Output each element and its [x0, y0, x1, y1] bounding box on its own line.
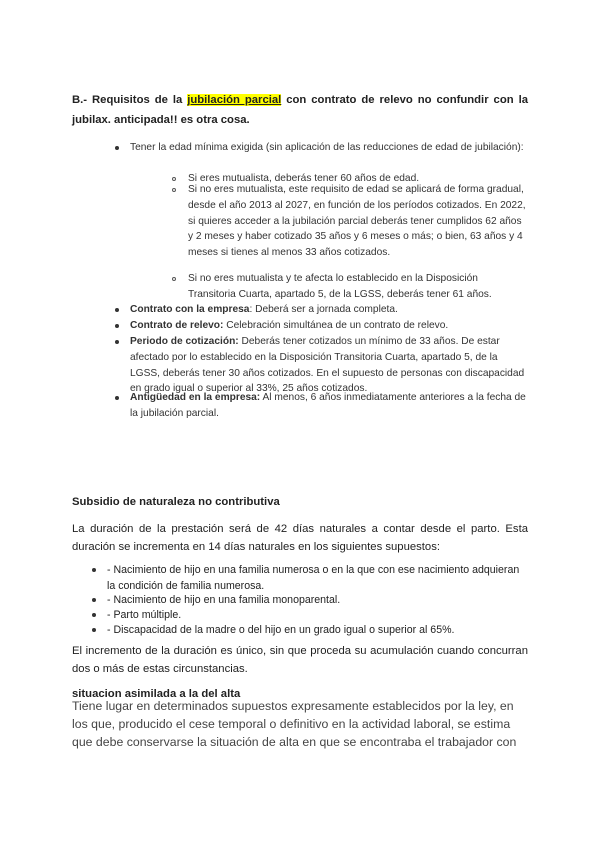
- subsidio-title: Subsidio de naturaleza no contributiva: [72, 496, 280, 508]
- subsidio-item-text: - Nacimiento de hijo en una familia numerosa o en la que con ese nacimiento adquieran la condición de familia numerosa.: [107, 564, 520, 592]
- subsidio-note: El incremento de la duración es único, sin que proceda su acumulación cuando concurran dos o más de estas circunstancias.: [72, 645, 528, 675]
- cotizacion-text: Deberás tener cotizados un mínimo de 33 años. De estar afectado por lo establecido en la Disposición Transitoria Cuarta, apartado 5, de la LGSS, deberás tener 30 años cotizados. En el supuesto de personas con discapacidad en grado igual o superior al 33%, 25 años cotizados.: [130, 336, 525, 395]
- highlighted-term: jubilación parcial: [187, 94, 282, 106]
- heading-prefix: B.- Requisitos de la: [72, 94, 188, 106]
- bullet-disc: [115, 324, 119, 328]
- subsidio-list-item: [107, 592, 527, 608]
- edad-sub-item: [188, 182, 528, 261]
- asimilada-text: Tiene lugar en determinados supuestos expresamente establecidos por la ley, en los que, producido el cese temporal o definitivo en la actividad laboral, se estima que debe conservarse la situación de alta en que se encontraba el trabajador con: [72, 699, 517, 749]
- requirement-antiguedad: [130, 390, 530, 422]
- contrato-empresa-text: : Deberá ser a jornada completa.: [249, 304, 398, 315]
- subsidio-list-item: [107, 622, 527, 638]
- edad-sub-text-1: Si eres mutualista, deberás tener 60 años de edad.: [188, 173, 420, 184]
- heading-suffix: con contrato de relevo no confundir con la jubilax. anticipada!! es otra cosa.: [72, 94, 528, 126]
- bullet-disc: [92, 568, 96, 572]
- bullet-disc: [92, 598, 96, 602]
- subsidio-item-text: - Nacimiento de hijo en una familia monoparental.: [107, 594, 341, 606]
- bullet-disc: [92, 628, 96, 632]
- edad-sub-item: [188, 271, 528, 303]
- contrato-empresa-label: Contrato con la empresa: [130, 304, 250, 315]
- bullet-disc: [92, 613, 96, 617]
- subsidio-list-item: [107, 607, 527, 623]
- antiguedad-label: Antigüedad en la empresa:: [130, 392, 261, 403]
- edad-sub-text-3: Si no eres mutualista y te afecta lo establecido en la Disposición Transitoria Cuarta, apartado 5, de la LGSS, deberás tener 61 años.: [188, 273, 492, 300]
- bullet-disc: [115, 146, 119, 150]
- bullet-circle: [172, 277, 176, 281]
- bullet-circle: [172, 188, 176, 192]
- section-b-heading: [72, 90, 528, 130]
- asimilada-title: situacion asimilada a la del alta: [72, 688, 241, 700]
- requirement-edad-text: Tener la edad mínima exigida (sin aplicación de las reducciones de edad de jubilación):: [130, 142, 524, 153]
- contrato-relevo-label: Contrato de relevo:: [130, 320, 224, 331]
- requirement-contrato-empresa: [130, 302, 530, 318]
- contrato-relevo-text: Celebración simultánea de un contrato de relevo.: [223, 320, 449, 331]
- requirement-contrato-relevo: [130, 318, 530, 334]
- bullet-disc: [115, 340, 119, 344]
- bullet-disc: [115, 396, 119, 400]
- cotizacion-label: Periodo de cotización:: [130, 336, 239, 347]
- requirement-cotizacion: [130, 334, 530, 397]
- subsidio-intro: La duración de la prestación será de 42 días naturales a contar desde el parto. Esta duración se incrementa en 14 días naturales en los siguientes supuestos:: [72, 523, 528, 553]
- edad-sub-text-2: Si no eres mutualista, este requisito de edad se aplicará de forma gradual, desde el año 2013 al 2027, en función de los períodos cotizados. En 2022, si quieres acceder a la jubilación parcial deberás tener cumplidos 62 años y 2 meses y haber cotizado 35 años y 6 meses o más; o bien, 63 años y 4 meses si tienes al menos 33 años cotizados.: [188, 184, 526, 259]
- requirement-edad: [130, 140, 530, 156]
- subsidio-item-text: - Parto múltiple.: [107, 609, 182, 621]
- subsidio-item-text: - Discapacidad de la madre o del hijo en un grado igual o superior al 65%.: [107, 624, 455, 636]
- bullet-circle: [172, 177, 176, 181]
- antiguedad-text: Al menos, 6 años inmediatamente anteriores a la fecha de la jubilación parcial.: [130, 392, 526, 419]
- subsidio-list-item: [107, 562, 527, 594]
- bullet-disc: [115, 308, 119, 312]
